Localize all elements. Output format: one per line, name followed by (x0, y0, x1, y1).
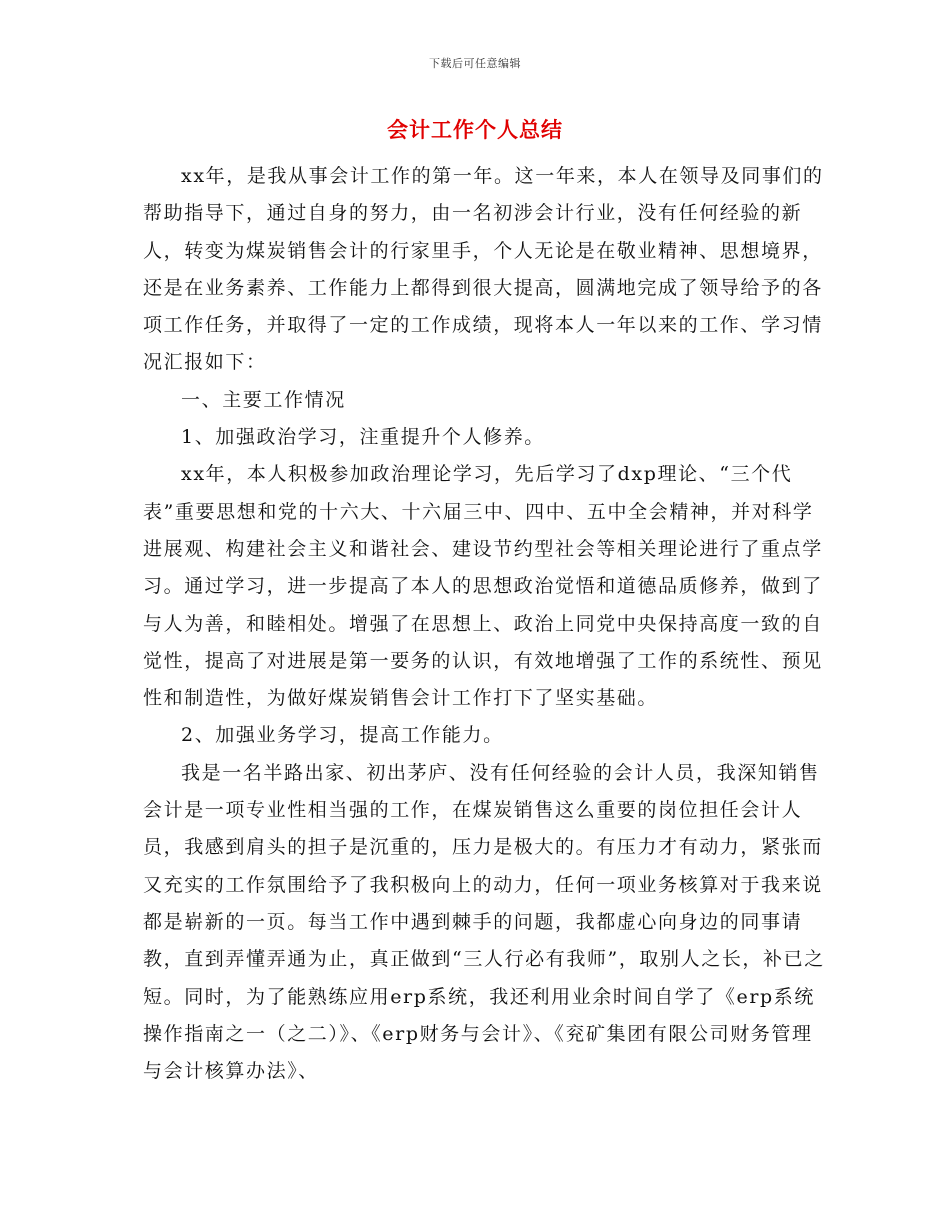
document-title: 会计工作个人总结 (387, 117, 563, 142)
subheading-business-study: 2、加强业务学习，提高工作能力。 (181, 724, 504, 747)
section-heading-main-work: 一、主要工作情况 (181, 388, 346, 411)
paragraph-business-study: 我是一名半路出家、初出茅庐、没有任何经验的会计人员，我深知销售会计是一项专业性相当强的工作，在煤炭销售这么重要的岗位担任会计人员，我感到肩头的担子是沉重的，压力是极大的。有压力才有动力，紧张而又充实的工作氛围给予了我积极向上的动力，任何一项业务核算对于我来说都是崭新的一页。每当工作中遇到棘手的问题，我都虚心向身边的同事请教，直到弄懂弄通为止，真正做到“三人行必有我师”，取别人之长，补已之短。同时，为了能熟练应用erp系统，我还利用业余时间自学了《erp系统操作指南之一（之二）》、《erp财务与会计》、《兖矿集团有限公司财务管理与会计核算办法》、 (143, 761, 825, 1083)
subheading-political-study: 1、加强政治学习，注重提升个人修养。 (181, 426, 545, 449)
document-body (143, 158, 833, 1090)
paragraph-political-study: xx年，本人积极参加政治理论学习，先后学习了dxp理论、“三个代表”重要思想和党的十六大、十六届三中、四中、五中全会精神，并对科学进展观、构建社会主义和谐社会、建设节约型社会等相关理论进行了重点学习。通过学习，进一步提高了本人的思想政治觉悟和道德品质修养，做到了与人为善，和睦相处。增强了在思想上、政治上同党中央保持高度一致的自觉性，提高了对进展是第一要务的认识，有效地增强了工作的系统性、预见性和制造性，为做好煤炭销售会计工作打下了坚实基础。 (143, 463, 823, 710)
page-header-note: 下载后可任意编辑 (429, 57, 521, 70)
paragraph-intro: xx年，是我从事会计工作的第一年。这一年来，本人在领导及同事们的帮助指导下，通过自身的努力，由一名初涉会计行业，没有任何经验的新人，转变为煤炭销售会计的行家里手，个人无论是在敬业精神、思想境界，还是在业务素养、工作能力上都得到很大提高，圆满地完成了领导给予的各项工作任务，并取得了一定的工作成绩，现将本人一年以来的工作、学习情况汇报如下： (143, 165, 824, 374)
